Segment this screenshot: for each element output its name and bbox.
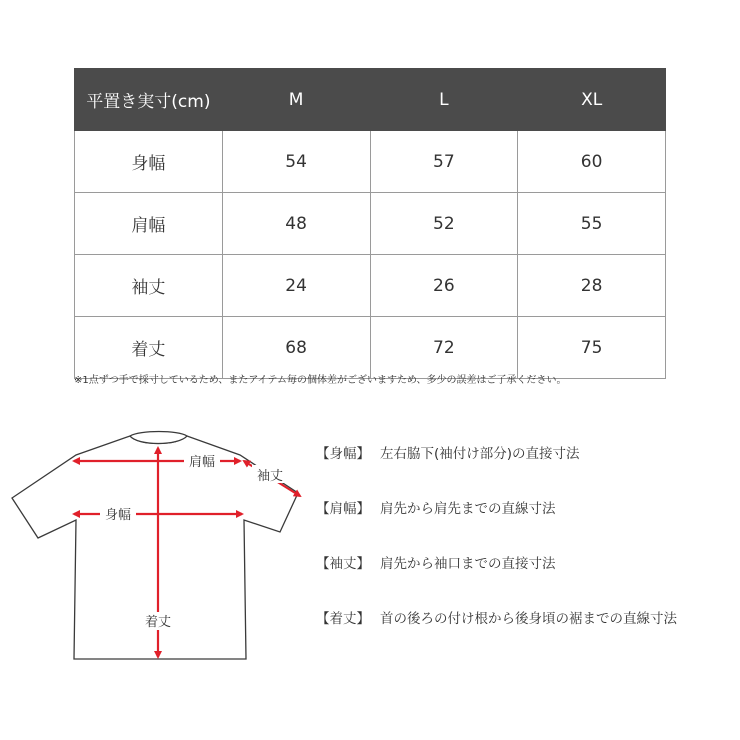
table-cell: 57 [370, 131, 518, 193]
header-cell-measure: 平置き実寸(cm) [75, 69, 223, 131]
size-table [74, 68, 666, 379]
tshirt-diagram [0, 420, 310, 670]
table-row [75, 131, 666, 193]
table-cell: 55 [518, 193, 666, 255]
table-cell: 75 [518, 317, 666, 379]
legend-item-sleeve [316, 550, 677, 578]
table-cell: 72 [370, 317, 518, 379]
measurement-legend [316, 440, 677, 660]
table-cell: 52 [370, 193, 518, 255]
table-cell: 54 [222, 131, 370, 193]
chest-label: 身幅 [104, 508, 132, 523]
table-row [75, 255, 666, 317]
sleeve-label: 袖丈 [256, 469, 284, 484]
header-cell-l: L [370, 69, 518, 131]
legend-item-shoulder [316, 495, 677, 523]
row-label: 着丈 [75, 317, 223, 379]
legend-key: 【着丈】 [316, 611, 370, 627]
length-label: 着丈 [144, 615, 172, 630]
row-label: 肩幅 [75, 193, 223, 255]
table-cell: 26 [370, 255, 518, 317]
table-cell: 24 [222, 255, 370, 317]
legend-desc: 首の後ろの付け根から後身頃の裾までの直線寸法 [380, 611, 677, 627]
legend-key: 【袖丈】 [316, 556, 370, 572]
table-cell: 68 [222, 317, 370, 379]
measurement-note: ※1点ずつ手で採寸しているため、またアイテム毎の個体差がございますため、多少の誤差はご了承ください。 [74, 375, 567, 386]
table-row [75, 193, 666, 255]
table-cell: 60 [518, 131, 666, 193]
table-row [75, 317, 666, 379]
legend-desc: 左右脇下(袖付け部分)の直接寸法 [380, 446, 580, 462]
table-cell: 28 [518, 255, 666, 317]
header-cell-m: M [222, 69, 370, 131]
table-header-row [75, 69, 666, 131]
table-cell: 48 [222, 193, 370, 255]
legend-desc: 肩先から袖口までの直接寸法 [380, 556, 556, 572]
legend-item-length [316, 605, 677, 633]
legend-key: 【身幅】 [316, 446, 370, 462]
legend-key: 【肩幅】 [316, 501, 370, 517]
row-label: 袖丈 [75, 255, 223, 317]
legend-desc: 肩先から肩先までの直線寸法 [380, 501, 556, 517]
legend-item-chest [316, 440, 677, 468]
row-label: 身幅 [75, 131, 223, 193]
shoulder-label: 肩幅 [188, 455, 216, 470]
header-cell-xl: XL [518, 69, 666, 131]
